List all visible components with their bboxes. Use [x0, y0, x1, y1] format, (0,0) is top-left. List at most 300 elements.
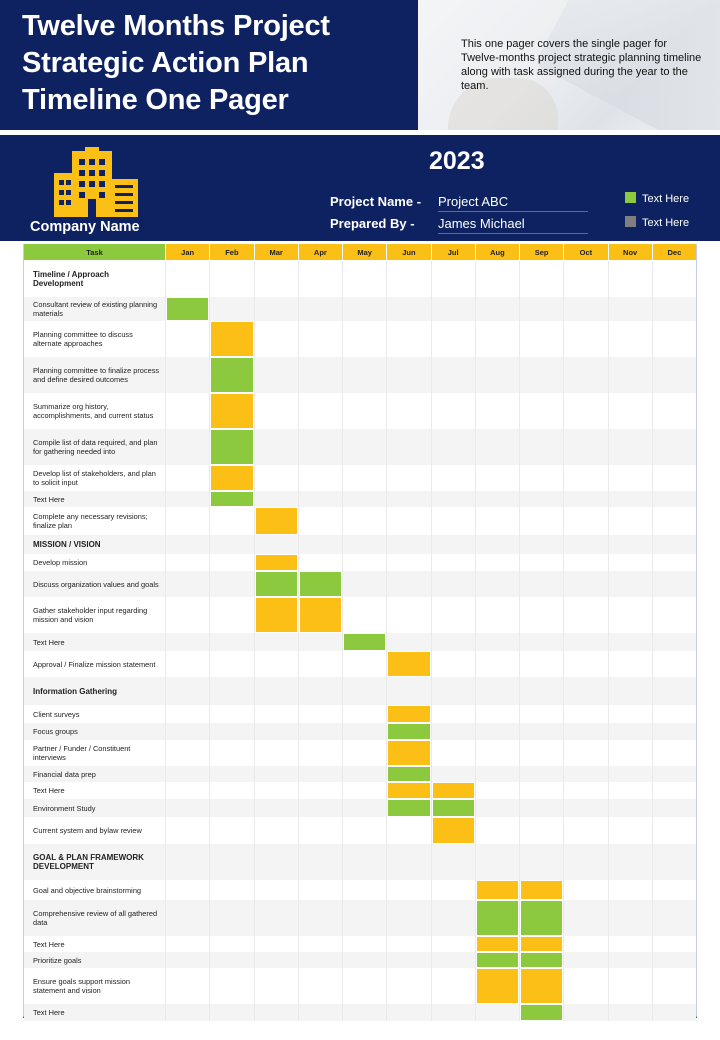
timeline-cell [254, 766, 298, 782]
timeline-cell [608, 952, 652, 968]
section-title: MISSION / VISION [33, 540, 101, 549]
timeline-cell [165, 817, 209, 844]
timeline-cell [386, 782, 430, 799]
timeline-cell [298, 799, 342, 817]
timeline-cell [254, 321, 298, 357]
timeline-cell [519, 507, 563, 535]
timeline-cell [563, 936, 607, 952]
timeline-cell [563, 766, 607, 782]
timeline-cell [254, 844, 298, 880]
timeline-cell [209, 651, 253, 677]
timeline-cell [652, 936, 696, 952]
timeline-cell [342, 740, 386, 766]
timeline-cell [652, 740, 696, 766]
timeline-cell [386, 393, 430, 429]
timeline-cell [386, 554, 430, 571]
timeline-cell [386, 900, 430, 936]
timeline-cell [475, 429, 519, 465]
timeline-cell [298, 817, 342, 844]
timeline-bar [432, 817, 475, 844]
timeline-cell [165, 357, 209, 393]
task-row [24, 936, 696, 952]
timeline-cell [165, 968, 209, 1004]
timeline-cell [386, 740, 430, 766]
legend-swatch [625, 216, 636, 227]
task-row [24, 633, 696, 651]
timeline-cell [209, 597, 253, 633]
timeline-bar [520, 900, 563, 936]
timeline-bar [432, 782, 475, 799]
timeline-cell [519, 844, 563, 880]
month-column-header: Apr [298, 244, 342, 260]
timeline-cell [519, 429, 563, 465]
timeline-cell [519, 705, 563, 723]
timeline-cell [254, 297, 298, 321]
section-title: Timeline / Approach Development [33, 270, 110, 288]
task-name: Comprehensive review of all gathered data [33, 909, 158, 927]
timeline-cell [475, 535, 519, 554]
timeline-cell [342, 357, 386, 393]
timeline-cell [563, 297, 607, 321]
timeline-cell [342, 597, 386, 633]
task-name: Current system and bylaw review [33, 826, 142, 835]
timeline-cell [209, 782, 253, 799]
timeline-cell [386, 817, 430, 844]
timeline-cell [608, 844, 652, 880]
timeline-cell [209, 723, 253, 740]
timeline-cell [342, 880, 386, 900]
timeline-cell [209, 677, 253, 705]
building-icon [52, 147, 140, 219]
timeline-cell [254, 357, 298, 393]
task-row [24, 571, 696, 597]
prepared-by-label: Prepared By - [330, 216, 415, 231]
timeline-cell [652, 782, 696, 799]
task-name: Partner / Funder / Constituent interviews [33, 744, 131, 762]
month-column-header: Nov [608, 244, 652, 260]
timeline-cell [608, 651, 652, 677]
task-name: Compile list of data required, and plan for gathering needed into [33, 438, 158, 456]
timeline-cell [342, 651, 386, 677]
task-row [24, 491, 696, 507]
timeline-cell [608, 633, 652, 651]
timeline-cell [608, 597, 652, 633]
timeline-cell [608, 297, 652, 321]
timeline-cell [431, 900, 475, 936]
timeline-cell [254, 723, 298, 740]
timeline-cell [431, 766, 475, 782]
timeline-cell [342, 535, 386, 554]
project-info-band [0, 135, 720, 241]
task-row [24, 321, 696, 357]
timeline-cell [298, 782, 342, 799]
timeline-bar [387, 782, 430, 799]
timeline-cell [475, 900, 519, 936]
timeline-cell [298, 740, 342, 766]
task-row [24, 597, 696, 633]
timeline-cell [342, 723, 386, 740]
timeline-cell [652, 357, 696, 393]
timeline-cell [386, 321, 430, 357]
task-name: Planning committee to finalize process and define desired outcomes [33, 366, 160, 384]
task-name: Develop mission [33, 558, 88, 567]
timeline-bar [520, 952, 563, 968]
task-row [24, 952, 696, 968]
section-title: Information Gathering [33, 686, 117, 696]
timeline-cell [519, 1004, 563, 1021]
timeline-cell [165, 782, 209, 799]
timeline-cell [254, 651, 298, 677]
timeline-cell [209, 429, 253, 465]
timeline-cell [386, 968, 430, 1004]
timeline-cell [165, 507, 209, 535]
section-title: GOAL & PLAN FRAMEWORK DEVELOPMENT [33, 853, 144, 871]
timeline-cell [431, 817, 475, 844]
timeline-cell [342, 782, 386, 799]
task-row [24, 968, 696, 1004]
timeline-cell [475, 357, 519, 393]
task-row [24, 297, 696, 321]
timeline-cell [652, 968, 696, 1004]
timeline-cell [298, 677, 342, 705]
header-photo [418, 0, 720, 130]
timeline-cell [342, 261, 386, 297]
timeline-cell [475, 393, 519, 429]
timeline-cell [431, 571, 475, 597]
timeline-cell [298, 357, 342, 393]
timeline-bar [387, 723, 430, 740]
timeline-cell [254, 535, 298, 554]
timeline-cell [475, 597, 519, 633]
timeline-bar [520, 936, 563, 952]
timeline-bar [166, 297, 209, 321]
timeline-cell [165, 297, 209, 321]
task-name: Environment Study [33, 803, 96, 813]
month-column-header: May [342, 244, 386, 260]
timeline-cell [342, 900, 386, 936]
timeline-cell [165, 571, 209, 597]
timeline-bar [520, 968, 563, 1004]
timeline-cell [342, 844, 386, 880]
timeline-cell [431, 723, 475, 740]
timeline-cell [386, 571, 430, 597]
timeline-cell [254, 465, 298, 491]
timeline-cell [386, 261, 430, 297]
timeline-bar [210, 465, 253, 491]
timeline-cell [431, 952, 475, 968]
task-name: Approval / Finalize mission statement [33, 659, 156, 669]
task-column-header: Task [24, 244, 165, 260]
timeline-cell [519, 651, 563, 677]
timeline-cell [475, 261, 519, 297]
timeline-cell [563, 597, 607, 633]
description-text: This one pager covers the single pager for Twelve-months project strategic planning timeline along with task assigned during the year to the team. [461, 38, 702, 92]
timeline-cell [165, 429, 209, 465]
timeline-cell [563, 261, 607, 297]
timeline-bar [476, 900, 519, 936]
timeline-cell [165, 554, 209, 571]
timeline-cell [608, 571, 652, 597]
timeline-cell [652, 723, 696, 740]
timeline-cell [386, 429, 430, 465]
timeline-cell [254, 597, 298, 633]
timeline-cell [342, 633, 386, 651]
timeline-cell [431, 968, 475, 1004]
section-row [24, 677, 696, 705]
task-row [24, 554, 696, 571]
timeline-cell [298, 321, 342, 357]
timeline-cell [563, 740, 607, 766]
task-row [24, 357, 696, 393]
timeline-cell [475, 766, 519, 782]
timeline-cell [652, 597, 696, 633]
task-row [24, 880, 696, 900]
timeline-cell [386, 465, 430, 491]
timeline-cell [475, 880, 519, 900]
task-row [24, 900, 696, 936]
timeline-cell [608, 968, 652, 1004]
timeline-cell [342, 799, 386, 817]
timeline-cell [608, 261, 652, 297]
timeline-cell [298, 651, 342, 677]
timeline-cell [165, 393, 209, 429]
timeline-cell [608, 554, 652, 571]
timeline-cell [652, 705, 696, 723]
timeline-cell [563, 880, 607, 900]
timeline-cell [519, 740, 563, 766]
timeline-cell [386, 677, 430, 705]
timeline-cell [431, 880, 475, 900]
timeline-cell [519, 597, 563, 633]
timeline-cell [254, 633, 298, 651]
project-name-value: Project ABC [438, 194, 588, 212]
timeline-bar [387, 651, 430, 677]
timeline-cell [563, 952, 607, 968]
timeline-cell [209, 357, 253, 393]
timeline-cell [209, 321, 253, 357]
month-column-header: Sep [519, 244, 563, 260]
timeline-cell [652, 297, 696, 321]
timeline-cell [475, 844, 519, 880]
timeline-cell [652, 651, 696, 677]
timeline-cell [475, 799, 519, 817]
timeline-cell [519, 321, 563, 357]
legend-item [625, 192, 689, 205]
task-name: Complete any necessary revisions; finalize plan [33, 512, 148, 530]
timeline-cell [608, 491, 652, 507]
task-row [24, 799, 696, 817]
timeline-cell [563, 651, 607, 677]
timeline-bar [299, 597, 342, 633]
timeline-cell [608, 429, 652, 465]
timeline-cell [386, 491, 430, 507]
timeline-cell [254, 261, 298, 297]
timeline-cell [165, 597, 209, 633]
timeline-cell [342, 952, 386, 968]
timeline-cell [209, 844, 253, 880]
timeline-cell [431, 393, 475, 429]
timeline-cell [254, 817, 298, 844]
timeline-cell [475, 952, 519, 968]
timeline-cell [563, 677, 607, 705]
timeline-cell [652, 571, 696, 597]
task-name: Text Here [33, 786, 65, 795]
month-column-header: Feb [209, 244, 253, 260]
timeline-cell [563, 491, 607, 507]
timeline-cell [342, 429, 386, 465]
timeline-cell [475, 782, 519, 799]
timeline-cell [431, 535, 475, 554]
timeline-bar [432, 799, 475, 817]
timeline-cell [298, 900, 342, 936]
timeline-cell [386, 507, 430, 535]
timeline-cell [608, 1004, 652, 1021]
timeline-cell [563, 465, 607, 491]
timeline-cell [165, 952, 209, 968]
timeline-bar [210, 357, 253, 393]
timeline-cell [475, 817, 519, 844]
timeline-cell [298, 952, 342, 968]
timeline-cell [254, 1004, 298, 1021]
section-row [24, 261, 696, 297]
timeline-cell [342, 465, 386, 491]
timeline-cell [298, 297, 342, 321]
timeline-cell [652, 844, 696, 880]
page-title: Twelve Months Project Strategic Action Plan Timeline One Pager [22, 10, 330, 116]
timeline-cell [342, 705, 386, 723]
timeline-cell [519, 297, 563, 321]
timeline-cell [475, 571, 519, 597]
timeline-cell [298, 535, 342, 554]
timeline-cell [519, 817, 563, 844]
timeline-cell [519, 677, 563, 705]
timeline-cell [608, 465, 652, 491]
timeline-cell [254, 968, 298, 1004]
timeline-cell [165, 261, 209, 297]
timeline-cell [652, 554, 696, 571]
timeline-cell [386, 357, 430, 393]
timeline-cell [431, 633, 475, 651]
timeline-cell [165, 900, 209, 936]
timeline-cell [165, 844, 209, 880]
timeline-cell [608, 740, 652, 766]
timeline-cell [519, 799, 563, 817]
timeline-cell [431, 651, 475, 677]
task-name: Develop list of stakeholders, and plan to solicit input [33, 469, 156, 487]
timeline-cell [475, 465, 519, 491]
timeline-cell [608, 677, 652, 705]
timeline-cell [298, 597, 342, 633]
timeline-cell [386, 799, 430, 817]
timeline-cell [475, 705, 519, 723]
timeline-cell [165, 633, 209, 651]
timeline-bar [476, 936, 519, 952]
timeline-cell [608, 880, 652, 900]
timeline-cell [254, 705, 298, 723]
timeline-cell [431, 799, 475, 817]
timeline-cell [254, 952, 298, 968]
timeline-cell [475, 554, 519, 571]
timeline-cell [342, 393, 386, 429]
timeline-cell [563, 844, 607, 880]
task-row [24, 507, 696, 535]
timeline-cell [519, 900, 563, 936]
month-column-header: Dec [652, 244, 696, 260]
task-name: Consultant review of existing planning materials [33, 300, 158, 318]
timeline-bar [476, 880, 519, 900]
task-row [24, 651, 696, 677]
task-row [24, 766, 696, 782]
timeline-cell [431, 936, 475, 952]
timeline-cell [519, 782, 563, 799]
timeline-cell [386, 723, 430, 740]
timeline-cell [298, 1004, 342, 1021]
task-name: Text Here [33, 1008, 65, 1017]
timeline-cell [519, 571, 563, 597]
timeline-cell [165, 651, 209, 677]
timeline-cell [342, 554, 386, 571]
timeline-cell [431, 597, 475, 633]
timeline-cell [652, 491, 696, 507]
timeline-cell [165, 705, 209, 723]
timeline-cell [608, 393, 652, 429]
timeline-cell [209, 705, 253, 723]
timeline-cell [254, 880, 298, 900]
timeline-cell [475, 723, 519, 740]
timeline-bar [210, 429, 253, 465]
timeline-cell [254, 900, 298, 936]
timeline-cell [342, 968, 386, 1004]
timeline-cell [608, 723, 652, 740]
timeline-cell [652, 900, 696, 936]
timeline-cell [608, 705, 652, 723]
task-row [24, 782, 696, 799]
task-name: Gather stakeholder input regarding mission and vision [33, 606, 148, 624]
timeline-cell [652, 880, 696, 900]
timeline-cell [475, 651, 519, 677]
timeline-cell [209, 554, 253, 571]
timeline-cell [563, 554, 607, 571]
timeline-cell [298, 571, 342, 597]
timeline-cell [519, 393, 563, 429]
timeline-cell [475, 968, 519, 1004]
timeline-cell [563, 633, 607, 651]
timeline-cell [209, 880, 253, 900]
timeline-cell [209, 936, 253, 952]
timeline-cell [652, 1004, 696, 1021]
timeline-cell [652, 799, 696, 817]
timeline-cell [608, 766, 652, 782]
timeline-cell [608, 321, 652, 357]
timeline-cell [431, 740, 475, 766]
timeline-cell [475, 297, 519, 321]
timeline-bar [520, 1004, 563, 1021]
task-name: Client surveys [33, 709, 80, 719]
month-column-header: Jul [431, 244, 475, 260]
timeline-bar [387, 799, 430, 817]
prepared-by-value: James Michael [438, 216, 588, 234]
timeline-cell [298, 554, 342, 571]
section-row [24, 844, 696, 880]
timeline-cell [209, 968, 253, 1004]
timeline-cell [519, 357, 563, 393]
timeline-cell [298, 429, 342, 465]
timeline-cell [563, 900, 607, 936]
timeline-bar [255, 597, 298, 633]
timeline-cell [254, 571, 298, 597]
timeline-bar [476, 968, 519, 1004]
timeline-cell [165, 321, 209, 357]
